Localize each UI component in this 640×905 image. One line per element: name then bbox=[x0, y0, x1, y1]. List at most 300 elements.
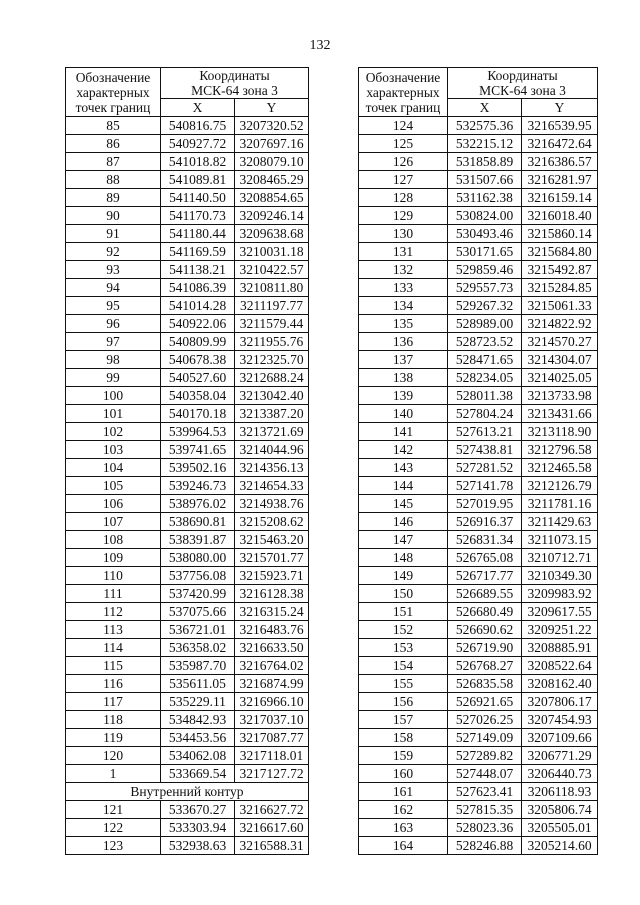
point-number: 116 bbox=[66, 675, 161, 693]
coord-x: 532938.63 bbox=[161, 837, 235, 855]
table-row bbox=[359, 639, 598, 657]
coord-x: 526689.55 bbox=[448, 585, 522, 603]
table-row bbox=[359, 477, 598, 495]
point-number: 97 bbox=[66, 333, 161, 351]
coord-x: 530824.00 bbox=[448, 207, 522, 225]
coord-x: 540678.38 bbox=[161, 351, 235, 369]
coord-y: 3215463.20 bbox=[235, 531, 309, 549]
coord-x: 539246.73 bbox=[161, 477, 235, 495]
table-row bbox=[66, 729, 309, 747]
table-row bbox=[66, 837, 309, 855]
point-number: 149 bbox=[359, 567, 448, 585]
point-number: 114 bbox=[66, 639, 161, 657]
coord-x: 527623.41 bbox=[448, 783, 522, 801]
table-row bbox=[359, 765, 598, 783]
coord-y: 3213431.66 bbox=[522, 405, 598, 423]
coord-x: 537756.08 bbox=[161, 567, 235, 585]
point-number: 103 bbox=[66, 441, 161, 459]
point-number: 151 bbox=[359, 603, 448, 621]
coord-x: 526765.08 bbox=[448, 549, 522, 567]
table-row bbox=[359, 801, 598, 819]
header-x: X bbox=[448, 99, 522, 117]
coord-y: 3212796.58 bbox=[522, 441, 598, 459]
header-y: Y bbox=[235, 99, 309, 117]
coord-y: 3216018.40 bbox=[522, 207, 598, 225]
table-row bbox=[66, 675, 309, 693]
point-number: 156 bbox=[359, 693, 448, 711]
point-number: 157 bbox=[359, 711, 448, 729]
table-row bbox=[359, 279, 598, 297]
point-number: 85 bbox=[66, 117, 161, 135]
table-row bbox=[359, 747, 598, 765]
point-number: 129 bbox=[359, 207, 448, 225]
coord-x: 538080.00 bbox=[161, 549, 235, 567]
coord-y: 3209983.92 bbox=[522, 585, 598, 603]
coord-y: 3210349.30 bbox=[522, 567, 598, 585]
coord-x: 528989.00 bbox=[448, 315, 522, 333]
point-number: 96 bbox=[66, 315, 161, 333]
table-row bbox=[359, 567, 598, 585]
point-number: 101 bbox=[66, 405, 161, 423]
table-row bbox=[66, 711, 309, 729]
coord-y: 3216483.76 bbox=[235, 621, 309, 639]
point-number: 152 bbox=[359, 621, 448, 639]
coord-x: 533669.54 bbox=[161, 765, 235, 783]
table-row bbox=[66, 117, 309, 135]
table-row bbox=[359, 333, 598, 351]
table-row bbox=[66, 693, 309, 711]
coord-x: 526680.49 bbox=[448, 603, 522, 621]
table-row bbox=[66, 495, 309, 513]
point-number: 94 bbox=[66, 279, 161, 297]
coord-x: 539741.65 bbox=[161, 441, 235, 459]
table-row bbox=[66, 369, 309, 387]
table-row bbox=[359, 135, 598, 153]
table-row bbox=[359, 459, 598, 477]
coord-y: 3216315.24 bbox=[235, 603, 309, 621]
table-row bbox=[359, 729, 598, 747]
coord-x: 526921.65 bbox=[448, 693, 522, 711]
table-row bbox=[66, 279, 309, 297]
table-row bbox=[359, 225, 598, 243]
point-number: 104 bbox=[66, 459, 161, 477]
coord-y: 3215860.14 bbox=[522, 225, 598, 243]
coord-x: 528234.05 bbox=[448, 369, 522, 387]
table-row bbox=[66, 567, 309, 585]
point-number: 141 bbox=[359, 423, 448, 441]
coord-y: 3213733.98 bbox=[522, 387, 598, 405]
point-number: 110 bbox=[66, 567, 161, 585]
table-row bbox=[359, 207, 598, 225]
point-number: 144 bbox=[359, 477, 448, 495]
point-number: 125 bbox=[359, 135, 448, 153]
coord-y: 3216472.64 bbox=[522, 135, 598, 153]
table-row bbox=[66, 315, 309, 333]
table-row bbox=[66, 459, 309, 477]
table-row bbox=[66, 243, 309, 261]
coord-x: 541089.81 bbox=[161, 171, 235, 189]
table-row bbox=[66, 747, 309, 765]
coord-x: 527438.81 bbox=[448, 441, 522, 459]
coord-x: 541138.21 bbox=[161, 261, 235, 279]
coord-y: 3214654.33 bbox=[235, 477, 309, 495]
table-row bbox=[66, 261, 309, 279]
coord-x: 526690.62 bbox=[448, 621, 522, 639]
table-row bbox=[359, 711, 598, 729]
table-row bbox=[66, 513, 309, 531]
coord-y: 3207109.66 bbox=[522, 729, 598, 747]
table-row bbox=[66, 477, 309, 495]
table-row bbox=[66, 189, 309, 207]
point-number: 161 bbox=[359, 783, 448, 801]
coord-x: 526916.37 bbox=[448, 513, 522, 531]
coord-y: 3209638.68 bbox=[235, 225, 309, 243]
point-number: 107 bbox=[66, 513, 161, 531]
header-x: X bbox=[161, 99, 235, 117]
point-number: 128 bbox=[359, 189, 448, 207]
table-row bbox=[66, 297, 309, 315]
coord-x: 527281.52 bbox=[448, 459, 522, 477]
table-row bbox=[359, 549, 598, 567]
coord-x: 528723.52 bbox=[448, 333, 522, 351]
coord-y: 3211429.63 bbox=[522, 513, 598, 531]
coord-x: 526717.77 bbox=[448, 567, 522, 585]
table-row bbox=[66, 549, 309, 567]
coord-y: 3215492.87 bbox=[522, 261, 598, 279]
coord-x: 538391.87 bbox=[161, 531, 235, 549]
coord-x: 532215.12 bbox=[448, 135, 522, 153]
point-number: 150 bbox=[359, 585, 448, 603]
coord-y: 3211579.44 bbox=[235, 315, 309, 333]
coord-x: 538976.02 bbox=[161, 495, 235, 513]
point-number: 138 bbox=[359, 369, 448, 387]
table-row bbox=[359, 513, 598, 531]
coord-y: 3208162.40 bbox=[522, 675, 598, 693]
table-row bbox=[359, 585, 598, 603]
coord-y: 3216128.38 bbox=[235, 585, 309, 603]
coord-y: 3217118.01 bbox=[235, 747, 309, 765]
coord-x: 528023.36 bbox=[448, 819, 522, 837]
coord-y: 3214822.92 bbox=[522, 315, 598, 333]
point-number: 137 bbox=[359, 351, 448, 369]
point-number: 158 bbox=[359, 729, 448, 747]
point-number: 127 bbox=[359, 171, 448, 189]
table-row bbox=[66, 207, 309, 225]
point-number: 162 bbox=[359, 801, 448, 819]
point-number: 92 bbox=[66, 243, 161, 261]
coord-y: 3215684.80 bbox=[522, 243, 598, 261]
coord-y: 3208854.65 bbox=[235, 189, 309, 207]
table-row bbox=[359, 153, 598, 171]
coord-y: 3216764.02 bbox=[235, 657, 309, 675]
coord-x: 535987.70 bbox=[161, 657, 235, 675]
coord-x: 531858.89 bbox=[448, 153, 522, 171]
coord-x: 531162.38 bbox=[448, 189, 522, 207]
coord-x: 541140.50 bbox=[161, 189, 235, 207]
page-number: 132 bbox=[309, 38, 331, 53]
coord-x: 541170.73 bbox=[161, 207, 235, 225]
point-number: 118 bbox=[66, 711, 161, 729]
coord-x: 532575.36 bbox=[448, 117, 522, 135]
point-number: 132 bbox=[359, 261, 448, 279]
point-number: 148 bbox=[359, 549, 448, 567]
table-row bbox=[359, 243, 598, 261]
table-row bbox=[66, 441, 309, 459]
coord-x: 527613.21 bbox=[448, 423, 522, 441]
table-row bbox=[359, 423, 598, 441]
coord-x: 541169.59 bbox=[161, 243, 235, 261]
coord-y: 3213387.20 bbox=[235, 405, 309, 423]
coord-y: 3213042.40 bbox=[235, 387, 309, 405]
coord-y: 3215701.77 bbox=[235, 549, 309, 567]
coord-x: 526768.27 bbox=[448, 657, 522, 675]
point-number: 126 bbox=[359, 153, 448, 171]
table-row bbox=[66, 603, 309, 621]
point-number: 93 bbox=[66, 261, 161, 279]
table-row bbox=[359, 441, 598, 459]
table-row bbox=[359, 117, 598, 135]
coord-y: 3211073.15 bbox=[522, 531, 598, 549]
point-number: 90 bbox=[66, 207, 161, 225]
coord-y: 3210422.57 bbox=[235, 261, 309, 279]
coord-y: 3214044.96 bbox=[235, 441, 309, 459]
table-row bbox=[359, 369, 598, 387]
point-number: 112 bbox=[66, 603, 161, 621]
coord-x: 538690.81 bbox=[161, 513, 235, 531]
coord-y: 3212688.24 bbox=[235, 369, 309, 387]
coord-x: 537420.99 bbox=[161, 585, 235, 603]
coord-x: 529859.46 bbox=[448, 261, 522, 279]
coord-y: 3210712.71 bbox=[522, 549, 598, 567]
point-number: 143 bbox=[359, 459, 448, 477]
coord-x: 534842.93 bbox=[161, 711, 235, 729]
coord-x: 527289.82 bbox=[448, 747, 522, 765]
table-row bbox=[66, 765, 309, 783]
coord-y: 3214025.05 bbox=[522, 369, 598, 387]
coord-x: 540358.04 bbox=[161, 387, 235, 405]
point-number: 100 bbox=[66, 387, 161, 405]
coord-x: 529557.73 bbox=[448, 279, 522, 297]
point-number: 164 bbox=[359, 837, 448, 855]
coord-y: 3206118.93 bbox=[522, 783, 598, 801]
coord-y: 3207806.17 bbox=[522, 693, 598, 711]
coord-x: 540809.99 bbox=[161, 333, 235, 351]
coord-y: 3208522.64 bbox=[522, 657, 598, 675]
coord-y: 3216633.50 bbox=[235, 639, 309, 657]
coord-x: 540922.06 bbox=[161, 315, 235, 333]
coord-x: 530493.46 bbox=[448, 225, 522, 243]
coord-y: 3209251.22 bbox=[522, 621, 598, 639]
point-number: 106 bbox=[66, 495, 161, 513]
point-number: 140 bbox=[359, 405, 448, 423]
coord-y: 3211955.76 bbox=[235, 333, 309, 351]
coord-y: 3217127.72 bbox=[235, 765, 309, 783]
coord-y: 3217087.77 bbox=[235, 729, 309, 747]
coord-y: 3208885.91 bbox=[522, 639, 598, 657]
point-number: 87 bbox=[66, 153, 161, 171]
coord-y: 3212325.70 bbox=[235, 351, 309, 369]
header-coordinates: Координаты МСК-64 зона 3 bbox=[161, 68, 309, 99]
coord-y: 3216874.99 bbox=[235, 675, 309, 693]
table-row bbox=[359, 405, 598, 423]
point-number: 133 bbox=[359, 279, 448, 297]
coord-y: 3207697.16 bbox=[235, 135, 309, 153]
table-row bbox=[66, 171, 309, 189]
point-number: 163 bbox=[359, 819, 448, 837]
point-number: 95 bbox=[66, 297, 161, 315]
point-number: 111 bbox=[66, 585, 161, 603]
point-number: 122 bbox=[66, 819, 161, 837]
coord-y: 3212465.58 bbox=[522, 459, 598, 477]
table-row bbox=[66, 657, 309, 675]
coord-y: 3208465.29 bbox=[235, 171, 309, 189]
coord-x: 534453.56 bbox=[161, 729, 235, 747]
coord-y: 3215284.85 bbox=[522, 279, 598, 297]
table-row bbox=[359, 531, 598, 549]
coord-y: 3216281.97 bbox=[522, 171, 598, 189]
table-row bbox=[359, 315, 598, 333]
coord-y: 3207320.52 bbox=[235, 117, 309, 135]
coord-x: 533303.94 bbox=[161, 819, 235, 837]
coord-x: 540816.75 bbox=[161, 117, 235, 135]
coord-x: 529267.32 bbox=[448, 297, 522, 315]
coord-y: 3215923.71 bbox=[235, 567, 309, 585]
point-number: 117 bbox=[66, 693, 161, 711]
coord-x: 539502.16 bbox=[161, 459, 235, 477]
coord-x: 527019.95 bbox=[448, 495, 522, 513]
point-number: 121 bbox=[66, 801, 161, 819]
table-row bbox=[66, 135, 309, 153]
coordinates-table-left bbox=[65, 67, 309, 855]
coord-y: 3216159.14 bbox=[522, 189, 598, 207]
coord-y: 3213721.69 bbox=[235, 423, 309, 441]
coord-x: 540527.60 bbox=[161, 369, 235, 387]
coord-y: 3206771.29 bbox=[522, 747, 598, 765]
coord-x: 528246.88 bbox=[448, 837, 522, 855]
point-number: 105 bbox=[66, 477, 161, 495]
table-row bbox=[66, 405, 309, 423]
table-row bbox=[66, 531, 309, 549]
header-point-label: Обозначение характерных точек границ bbox=[359, 68, 448, 117]
coord-x: 527141.78 bbox=[448, 477, 522, 495]
point-number: 115 bbox=[66, 657, 161, 675]
table-row bbox=[359, 657, 598, 675]
coord-x: 526835.58 bbox=[448, 675, 522, 693]
coord-y: 3208079.10 bbox=[235, 153, 309, 171]
coord-y: 3211197.77 bbox=[235, 297, 309, 315]
point-number: 88 bbox=[66, 171, 161, 189]
table-row bbox=[359, 387, 598, 405]
coord-y: 3216966.10 bbox=[235, 693, 309, 711]
point-number: 98 bbox=[66, 351, 161, 369]
coord-x: 541086.39 bbox=[161, 279, 235, 297]
point-number: 108 bbox=[66, 531, 161, 549]
coord-y: 3216386.57 bbox=[522, 153, 598, 171]
point-number: 146 bbox=[359, 513, 448, 531]
table-row bbox=[66, 621, 309, 639]
coord-y: 3217037.10 bbox=[235, 711, 309, 729]
coord-y: 3205214.60 bbox=[522, 837, 598, 855]
coord-x: 533670.27 bbox=[161, 801, 235, 819]
table-row bbox=[359, 621, 598, 639]
coord-y: 3216539.95 bbox=[522, 117, 598, 135]
coord-y: 3214304.07 bbox=[522, 351, 598, 369]
table-row bbox=[359, 837, 598, 855]
table-row bbox=[359, 675, 598, 693]
coord-x: 527026.25 bbox=[448, 711, 522, 729]
header-y: Y bbox=[522, 99, 598, 117]
point-number: 153 bbox=[359, 639, 448, 657]
table-row bbox=[359, 261, 598, 279]
table-row bbox=[359, 783, 598, 801]
coord-x: 527815.35 bbox=[448, 801, 522, 819]
point-number: 155 bbox=[359, 675, 448, 693]
header-point-label: Обозначение характерных точек границ bbox=[66, 68, 161, 117]
point-number: 109 bbox=[66, 549, 161, 567]
table-row bbox=[359, 819, 598, 837]
coord-x: 537075.66 bbox=[161, 603, 235, 621]
table-row bbox=[66, 387, 309, 405]
point-number: 102 bbox=[66, 423, 161, 441]
section-label-inner-contour: Внутренний контур bbox=[66, 783, 309, 801]
point-number: 89 bbox=[66, 189, 161, 207]
point-number: 91 bbox=[66, 225, 161, 243]
coord-y: 3215061.33 bbox=[522, 297, 598, 315]
table-row bbox=[66, 819, 309, 837]
point-number: 142 bbox=[359, 441, 448, 459]
table-row bbox=[359, 603, 598, 621]
point-number: 130 bbox=[359, 225, 448, 243]
table-row bbox=[66, 801, 309, 819]
coord-x: 531507.66 bbox=[448, 171, 522, 189]
table-row bbox=[66, 351, 309, 369]
coord-x: 535611.05 bbox=[161, 675, 235, 693]
point-number: 145 bbox=[359, 495, 448, 513]
coord-x: 541014.28 bbox=[161, 297, 235, 315]
coord-x: 541180.44 bbox=[161, 225, 235, 243]
coordinates-table-right bbox=[358, 67, 598, 855]
table-row bbox=[66, 333, 309, 351]
point-number: 134 bbox=[359, 297, 448, 315]
coord-x: 536358.02 bbox=[161, 639, 235, 657]
coord-x: 541018.82 bbox=[161, 153, 235, 171]
point-number: 135 bbox=[359, 315, 448, 333]
coord-y: 3213118.90 bbox=[522, 423, 598, 441]
point-number: 147 bbox=[359, 531, 448, 549]
coord-x: 526719.90 bbox=[448, 639, 522, 657]
table-row bbox=[359, 693, 598, 711]
coord-y: 3209617.55 bbox=[522, 603, 598, 621]
coord-y: 3211781.16 bbox=[522, 495, 598, 513]
table-row bbox=[359, 171, 598, 189]
table-row bbox=[359, 189, 598, 207]
point-number: 136 bbox=[359, 333, 448, 351]
point-number: 120 bbox=[66, 747, 161, 765]
coord-y: 3214938.76 bbox=[235, 495, 309, 513]
coord-y: 3210811.80 bbox=[235, 279, 309, 297]
table-row bbox=[359, 297, 598, 315]
table-row bbox=[66, 639, 309, 657]
coord-x: 536721.01 bbox=[161, 621, 235, 639]
point-number: 113 bbox=[66, 621, 161, 639]
coord-x: 530171.65 bbox=[448, 243, 522, 261]
coord-y: 3215208.62 bbox=[235, 513, 309, 531]
coord-y: 3209246.14 bbox=[235, 207, 309, 225]
coord-x: 528011.38 bbox=[448, 387, 522, 405]
coord-x: 527804.24 bbox=[448, 405, 522, 423]
point-number: 160 bbox=[359, 765, 448, 783]
coord-y: 3214356.13 bbox=[235, 459, 309, 477]
